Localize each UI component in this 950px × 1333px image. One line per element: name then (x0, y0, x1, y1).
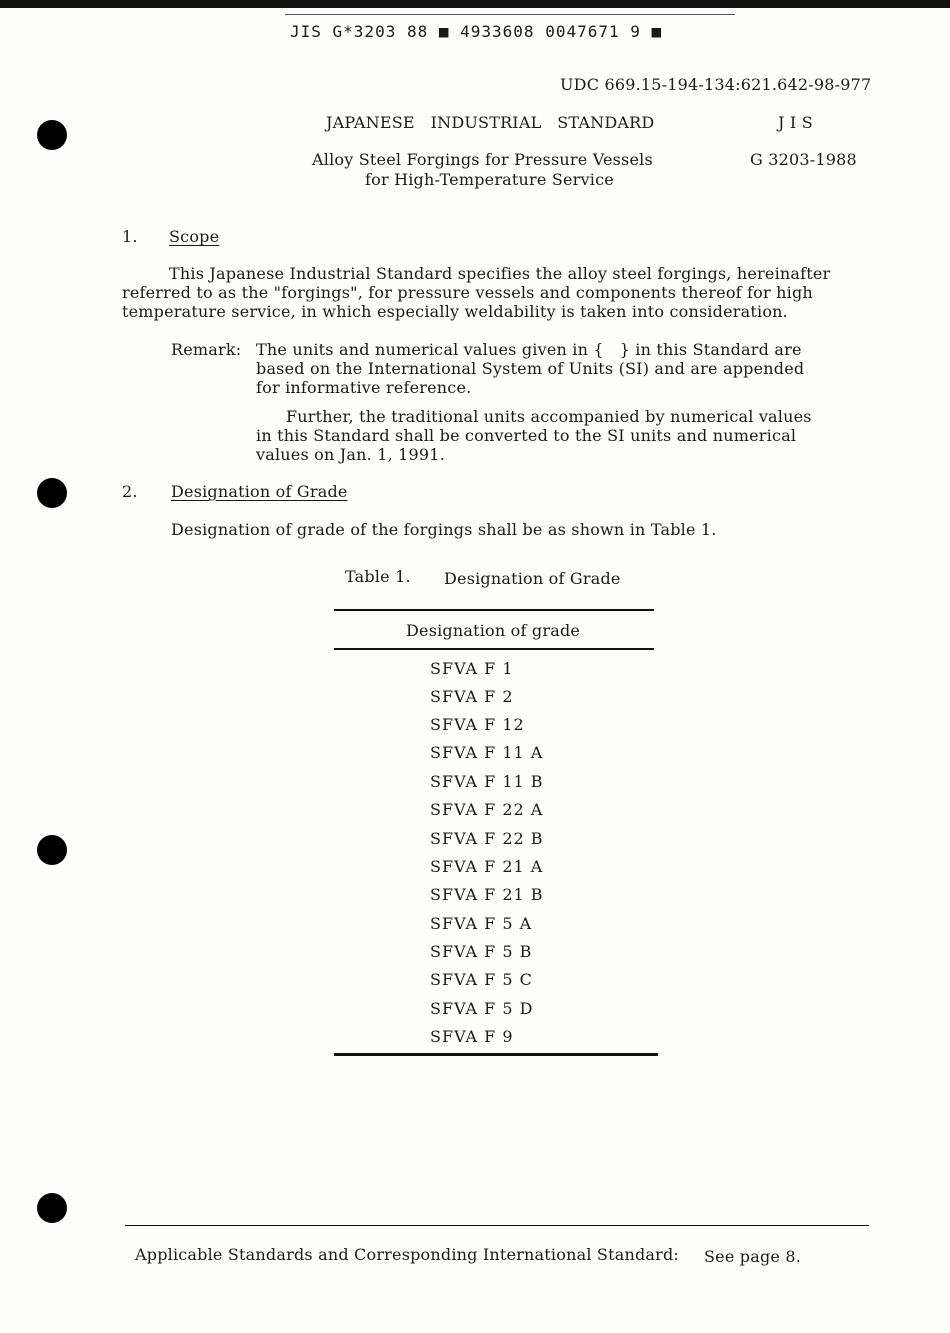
footer-see-page: See page 8. (704, 1247, 802, 1266)
standard-code: G 3203-1988 (750, 150, 857, 169)
remark-line3: for informative reference. (256, 378, 472, 397)
scope-line3: temperature service, in which especially weldability is taken into consideration. (122, 302, 788, 321)
table-caption-title: Designation of Grade (444, 569, 621, 588)
section1-number: 1. (122, 227, 138, 246)
scope-line2: referred to as the "forgings", for pressure vessels and components thereof for high (122, 283, 813, 302)
section2-heading: Designation of Grade (171, 482, 348, 501)
punch-hole (37, 835, 67, 865)
table-caption-label: Table 1. (345, 567, 411, 586)
section2-intro: Designation of grade of the forgings shall be as shown in Table 1. (171, 520, 717, 539)
table-row: SFVA F 2 (430, 687, 514, 706)
table-row: SFVA F 9 (430, 1027, 514, 1046)
catalog-rule (285, 14, 735, 15)
remark-line2: based on the International System of Units (SI) and are appended (256, 359, 805, 378)
table-row: SFVA F 5 D (430, 999, 534, 1018)
footer-label: Applicable Standards and Corresponding International Standard: (135, 1245, 680, 1264)
section2-number: 2. (122, 482, 138, 501)
table-bottom-rule (334, 1053, 658, 1056)
table-row: SFVA F 5 C (430, 970, 533, 989)
section1-heading: Scope (169, 227, 220, 246)
table-column-header: Designation of grade (406, 621, 581, 640)
catalog-line: JIS G*3203 88 ■ 4933608 0047671 9 ■ (290, 22, 663, 41)
table-row: SFVA F 22 B (430, 829, 544, 848)
further-line1: Further, the traditional units accompanied by numerical values (286, 407, 812, 426)
table-row: SFVA F 11 A (430, 743, 544, 762)
top-border (0, 0, 950, 8)
table-row: SFVA F 5 A (430, 914, 533, 933)
remark-line1: The units and numerical values given in { } in this Standard are (256, 340, 802, 359)
document-title-line2: for High-Temperature Service (365, 170, 614, 189)
standard-type: JAPANESE INDUSTRIAL STANDARD (326, 113, 655, 132)
punch-hole (37, 120, 67, 150)
table-row: SFVA F 12 (430, 715, 525, 734)
table-row: SFVA F 22 A (430, 800, 544, 819)
punch-hole (37, 478, 67, 508)
table-top-rule (334, 609, 654, 611)
table-row: SFVA F 21 A (430, 857, 544, 876)
further-line3: values on Jan. 1, 1991. (256, 445, 445, 464)
table-row: SFVA F 11 B (430, 772, 544, 791)
table-row: SFVA F 21 B (430, 885, 544, 904)
footer-rule (125, 1225, 869, 1226)
table-row: SFVA F 1 (430, 659, 514, 678)
remark-label: Remark: (171, 340, 242, 359)
punch-hole (37, 1193, 67, 1223)
udc-code: UDC 669.15-194-134:621.642-98-977 (560, 75, 872, 94)
table-row: SFVA F 5 B (430, 942, 533, 961)
further-line2: in this Standard shall be converted to the SI units and numerical (256, 426, 797, 445)
document-title-line1: Alloy Steel Forgings for Pressure Vessels (312, 150, 653, 169)
scope-line1: This Japanese Industrial Standard specifies the alloy steel forgings, hereinafter (169, 264, 831, 283)
table-header-rule (334, 648, 654, 650)
jis-mark: J I S (778, 113, 813, 132)
